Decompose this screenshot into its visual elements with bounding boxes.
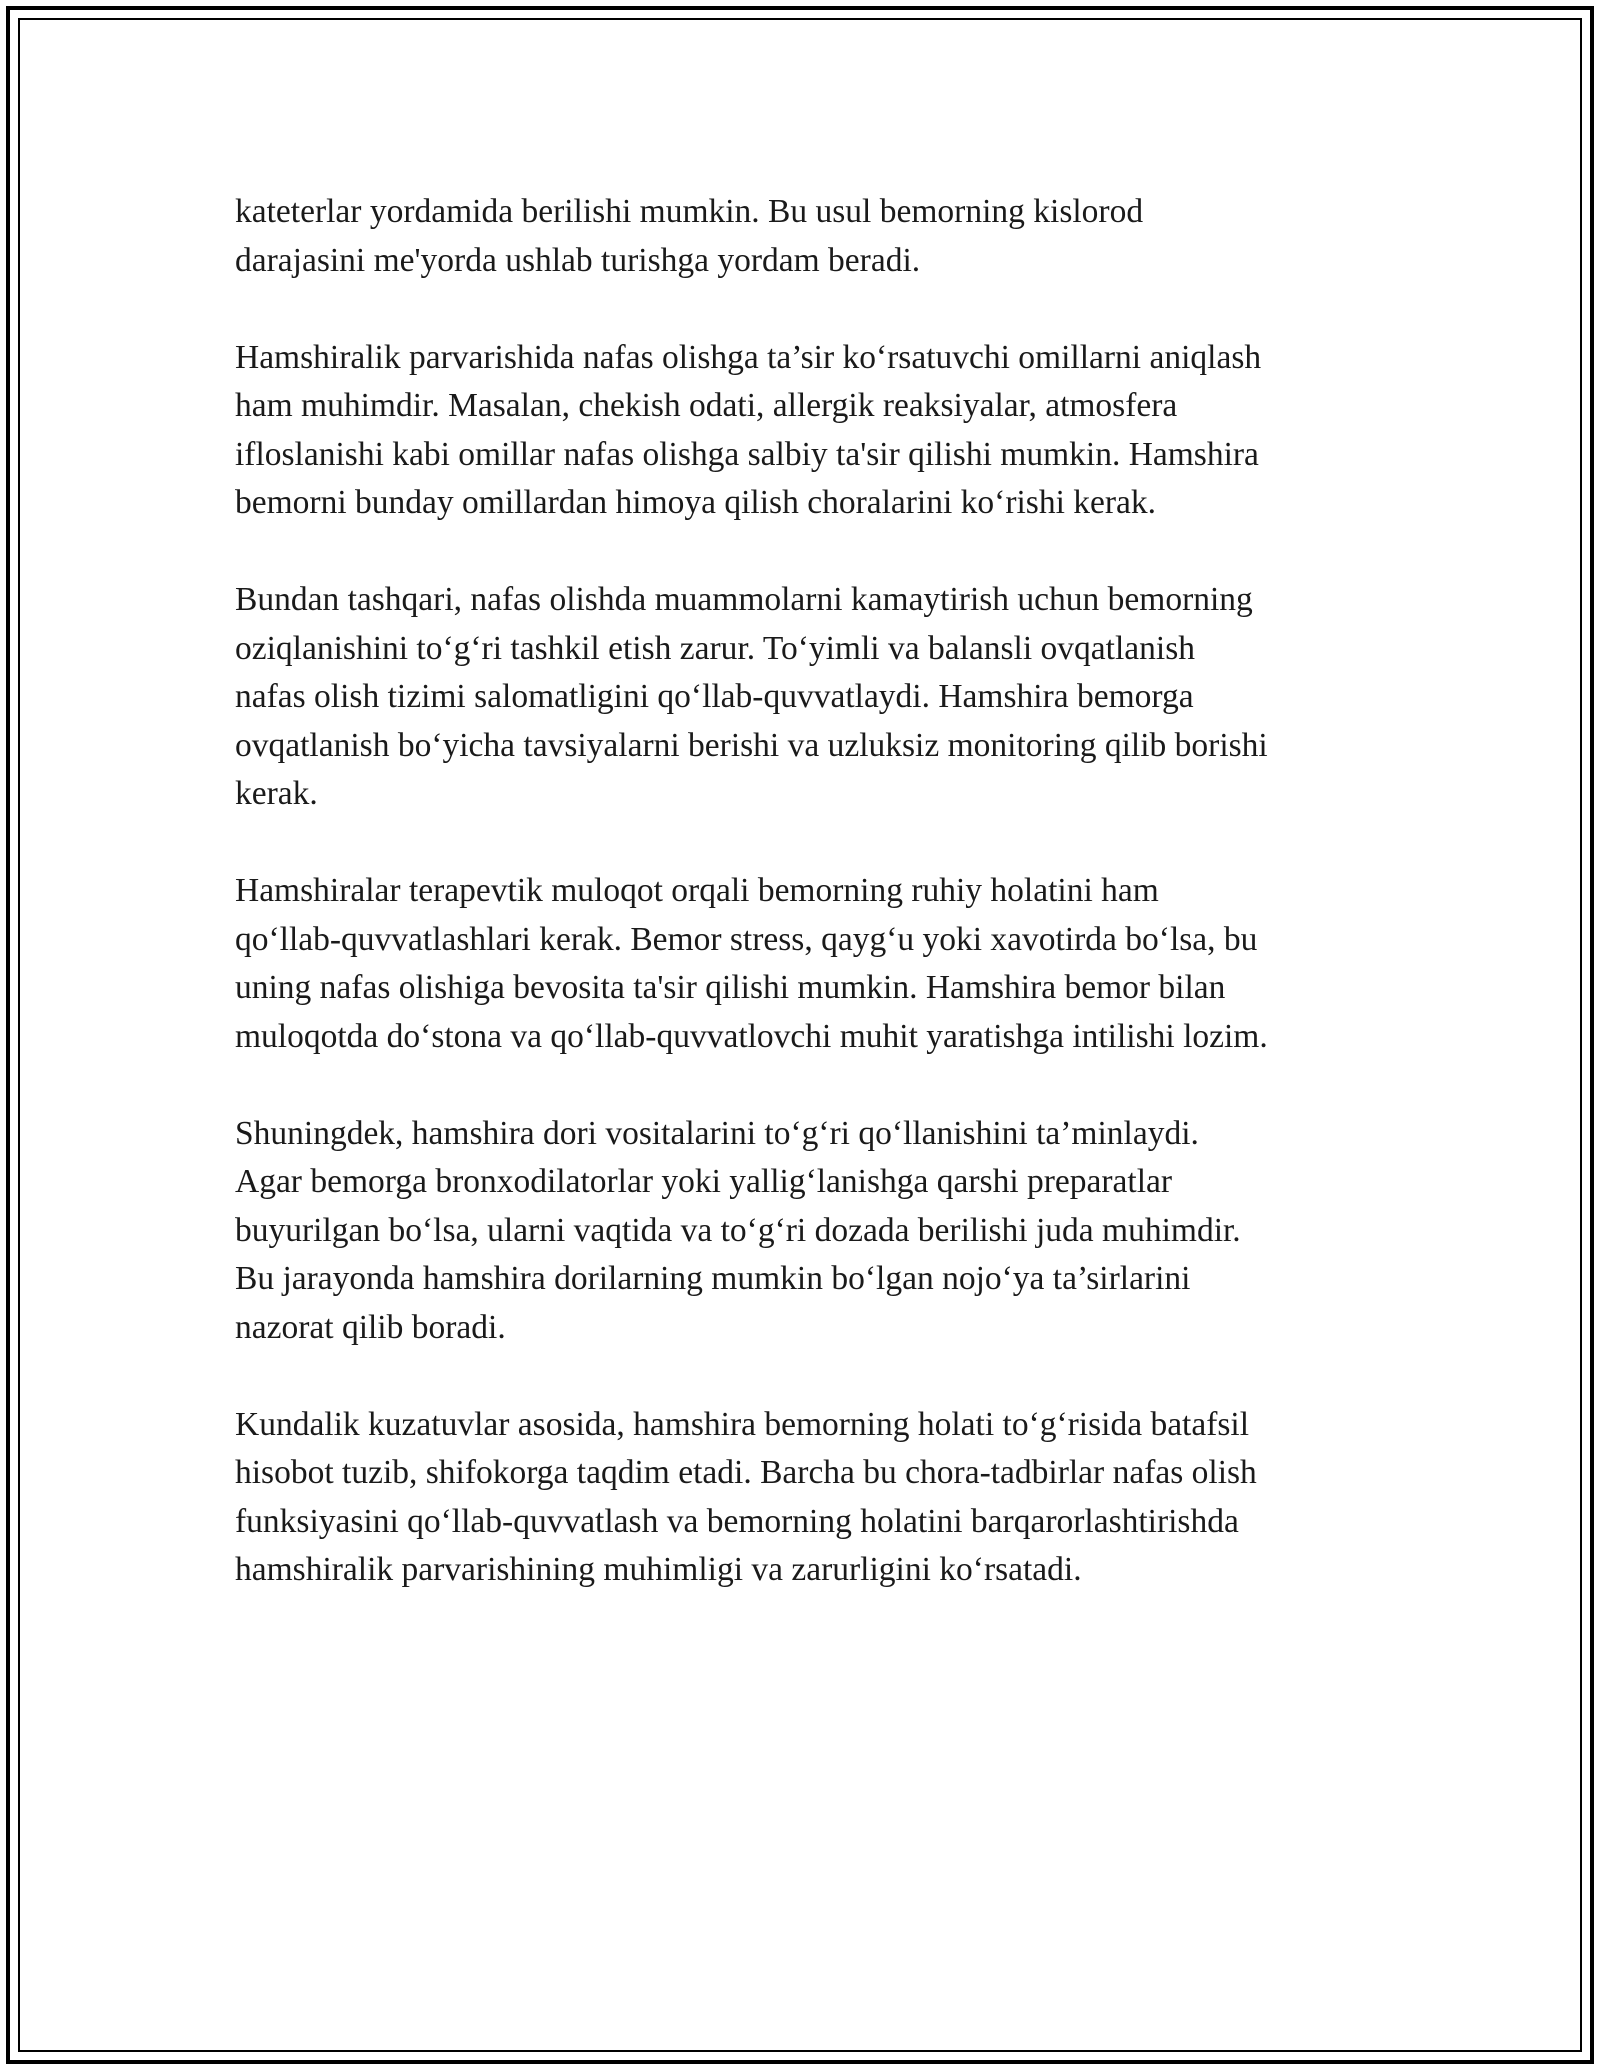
text-line: ifloslanishi kabi omillar nafas olishga salbiy ta'sir qilishi mumkin. Hamshira [235,435,1259,473]
text-line: Kundalik kuzatuvlar asosida, hamshira bemorning holati to‘g‘risida batafsil [235,1405,1250,1443]
paragraph [235,1110,1375,1353]
text-line: bemorni bunday omillardan himoya qilish choralarini ko‘rishi kerak. [235,484,1157,521]
text-line: nazorat qilib boradi. [235,1308,506,1346]
paragraph [235,867,1375,1061]
text-line: Bundan tashqari, nafas olishda muammolarni kamaytirish uchun bemorning [235,581,1253,618]
text-line: buyurilgan bo‘lsa, ularni vaqtida va to‘g‘ri dozada berilishi juda muhimdir. [235,1211,1241,1249]
text-line: nafas olish tizimi salomatligini qo‘llab-quvvatlaydi. Hamshira bemorga [235,678,1194,715]
text-line: uning nafas olishiga bevosita ta'sir qilishi mumkin. Hamshira bemor bilan [235,969,1226,1006]
paragraph [235,188,1375,285]
text-line: hisobot tuzib, shifokorga taqdim etadi. Barcha bu chora-tadbirlar nafas olish [235,1454,1257,1491]
document-body [235,188,1375,1643]
text-line: darajasini me'yorda ushlab turishga yordam beradi. [235,241,921,279]
text-line: hamshiralik parvarishining muhimligi va zarurligini ko‘rsatadi. [235,1551,1082,1588]
text-line: ovqatlanish bo‘yicha tavsiyalarni berishi va uzluksiz monitoring qilib borishi [235,726,1268,764]
text-line: kerak. [235,775,318,812]
paragraph [235,576,1375,819]
text-line: Agar bemorga bronxodilatorlar yoki yallig‘lanishga qarshi preparatlar [235,1163,1173,1200]
text-line: qo‘llab-quvvatlashlari kerak. Bemor stress, qayg‘u yoki xavotirda bo‘lsa, bu [235,920,1258,958]
text-line: oziqlanishini to‘g‘ri tashkil etish zarur. To‘yimli va balansli ovqatlanish [235,629,1195,667]
paragraph [235,334,1375,528]
text-line: Hamshiralik parvarishida nafas olishga ta’sir ko‘rsatuvchi omillarni aniqlash [235,338,1262,376]
text-line: funksiyasini qo‘llab-quvvatlash va bemorning holatini barqarorlashtirishda [235,1502,1239,1540]
paragraph [235,1401,1375,1595]
text-line: muloqotda do‘stona va qo‘llab-quvvatlovchi muhit yaratishga intilishi lozim. [235,1017,1268,1055]
text-line: ham muhimdir. Masalan, chekish odati, allergik reaksiyalar, atmosfera [235,387,1178,424]
text-line: Bu jarayonda hamshira dorilarning mumkin bo‘lgan nojo‘ya ta’sirlarini [235,1260,1191,1297]
text-line: Shuningdek, hamshira dori vositalarini to‘g‘ri qo‘llanishini ta’minlaydi. [235,1114,1199,1152]
text-line: kateterlar yordamida berilishi mumkin. Bu usul bemorning kislorod [235,193,1144,230]
text-line: Hamshiralar terapevtik muloqot orqali bemorning ruhiy holatini ham [235,872,1159,909]
